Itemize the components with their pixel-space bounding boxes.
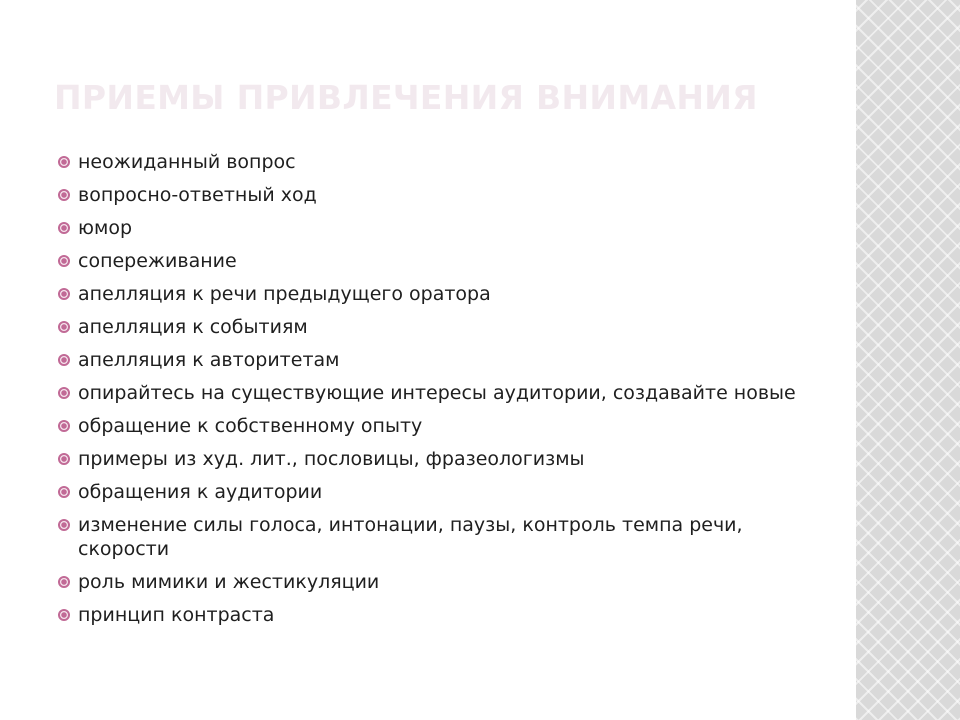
bullet-icon: [58, 255, 70, 267]
bullet-icon: [58, 288, 70, 300]
bullet-icon: [58, 453, 70, 465]
bullet-text: апелляция к авторитетам: [78, 349, 340, 371]
list-item: [58, 315, 828, 339]
bullet-text: апелляция к событиям: [78, 316, 308, 338]
bullet-text: сопереживание: [78, 250, 237, 272]
bullet-icon: [58, 486, 70, 498]
list-item: [58, 249, 828, 273]
list-item: [58, 480, 828, 504]
bullet-icon: [58, 189, 70, 201]
list-item: [58, 570, 828, 594]
bullet-icon: [58, 387, 70, 399]
list-item: [58, 216, 828, 240]
bullet-text: принцип контраста: [78, 604, 275, 626]
list-item: [58, 381, 828, 405]
list-item: [58, 183, 828, 207]
bullet-icon: [58, 576, 70, 588]
bullet-text: вопросно-ответный ход: [78, 184, 317, 206]
list-item: [58, 513, 828, 561]
bullet-icon: [58, 156, 70, 168]
list-item: [58, 348, 828, 372]
bullet-icon: [58, 519, 70, 531]
bullet-icon: [58, 420, 70, 432]
bullet-text: обращение к собственному опыту: [78, 415, 423, 437]
bullet-icon: [58, 354, 70, 366]
bullet-text: юмор: [78, 217, 133, 239]
bullet-text: неожиданный вопрос: [78, 151, 296, 173]
bullet-text: обращения к аудитории: [78, 481, 323, 503]
list-item: [58, 150, 828, 174]
decorative-side-panel: [856, 0, 960, 720]
list-item: [58, 447, 828, 471]
bullet-text: изменение силы голоса, интонации, паузы, контроль темпа речи, скорости: [78, 514, 743, 560]
bullet-text: апелляция к речи предыдущего оратора: [78, 283, 491, 305]
bullet-text: роль мимики и жестикуляции: [78, 571, 380, 593]
bullet-icon: [58, 222, 70, 234]
bullet-list: [58, 150, 828, 636]
bullet-icon: [58, 321, 70, 333]
list-item: [58, 414, 828, 438]
bullet-text: примеры из худ. лит., пословицы, фразеологизмы: [78, 448, 585, 470]
bullet-icon: [58, 609, 70, 621]
bullet-text: опирайтесь на существующие интересы аудитории, создавайте новые: [78, 382, 796, 404]
list-item: [58, 282, 828, 306]
slide-title: ПРИЕМЫ ПРИВЛЕЧЕНИЯ ВНИМАНИЯ: [54, 78, 758, 117]
list-item: [58, 603, 828, 627]
